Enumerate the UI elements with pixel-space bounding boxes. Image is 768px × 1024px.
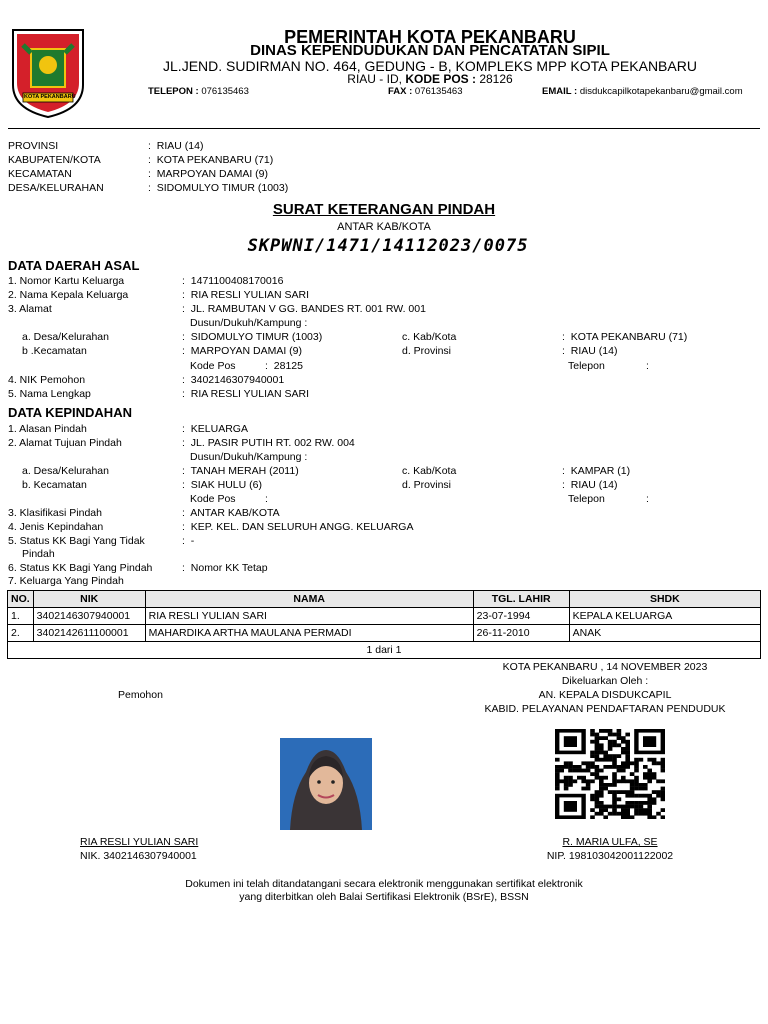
official-nip: NIP. 198103042001122002 bbox=[546, 850, 674, 862]
header-country: RIAU - ID, bbox=[347, 72, 406, 86]
header-agency: DINAS KEPENDUDUKAN DAN PENCATATAN SIPIL bbox=[250, 42, 610, 59]
asal-desa-text: SIDOMULYO TIMUR (1003) bbox=[190, 331, 323, 343]
cell-tgl-lahir: 23-07-1994 bbox=[473, 608, 569, 625]
region-label-kecamatan: KECAMATAN bbox=[8, 168, 72, 180]
fax-value: 076135463 bbox=[414, 86, 463, 97]
pindah-alasan-label: 1. Alasan Pindah bbox=[8, 423, 87, 435]
asal-kec-value: : MARPOYAN DAMAI (9) bbox=[182, 345, 302, 357]
asal-nama-text: RIA RESLI YULIAN SARI bbox=[190, 388, 310, 400]
document-subtitle: ANTAR KAB/KOTA bbox=[337, 221, 431, 233]
asal-nik-text: 3402146307940001 bbox=[190, 374, 285, 386]
region-value-desa: : SIDOMULYO TIMUR (1003) bbox=[148, 182, 289, 194]
fax-label: FAX : bbox=[388, 86, 415, 97]
asal-nokk-value: : 1471100408170016 bbox=[182, 275, 284, 287]
pindah-keluarga-label: 7. Keluarga Yang Pindah bbox=[8, 575, 124, 587]
asal-kab-text: KOTA PEKANBARU (71) bbox=[570, 331, 688, 343]
asal-telepon-label: Telepon bbox=[568, 360, 605, 372]
region-kecamatan-text: MARPOYAN DAMAI (9) bbox=[156, 168, 268, 180]
asal-kec-text: MARPOYAN DAMAI (9) bbox=[190, 345, 302, 357]
header-postcode bbox=[90, 72, 768, 86]
pindah-kab-text: KAMPAR (1) bbox=[570, 465, 631, 477]
table-pagination-row bbox=[8, 642, 761, 659]
pindah-status-tidak-text: - bbox=[190, 535, 195, 547]
pindah-klasifikasi-text: ANTAR KAB/KOTA bbox=[190, 507, 280, 519]
pindah-klasifikasi-value: : ANTAR KAB/KOTA bbox=[182, 507, 280, 519]
pindah-telepon-label: Telepon bbox=[568, 493, 605, 505]
asal-kec-label: b .Kecamatan bbox=[22, 345, 87, 357]
header-address: JL.JEND. SUDIRMAN NO. 464, GEDUNG - B, KOMPLEKS MPP KOTA PEKANBARU bbox=[163, 58, 697, 74]
pindah-prov-label: d. Provinsi bbox=[402, 479, 452, 491]
asal-telepon-colon: : bbox=[646, 360, 649, 372]
pindah-prov-text: RIAU (14) bbox=[570, 479, 618, 491]
applicant-photo bbox=[280, 738, 372, 830]
asal-alamat-label: 3. Alamat bbox=[8, 303, 52, 315]
qr-code bbox=[555, 729, 665, 819]
issuer-kabid: KABID. PELAYANAN PENDAFTARAN PENDUDUK bbox=[484, 703, 726, 715]
document-title: SURAT KETERANGAN PINDAH bbox=[272, 201, 496, 218]
pindah-kec-label: b. Kecamatan bbox=[22, 479, 87, 491]
asal-dusun-label: Dusun/Dukuh/Kampung : bbox=[190, 317, 308, 329]
footer-line-1: Dokumen ini telah ditandatangani secara elektronik menggunakan sertifikat elektronik bbox=[185, 878, 583, 890]
pindah-kab-value: : KAMPAR (1) bbox=[562, 465, 631, 477]
header-telepon bbox=[148, 86, 249, 97]
page-indicator: 1 dari 1 bbox=[8, 642, 761, 659]
asal-alamat-text: JL. RAMBUTAN V GG. BANDES RT. 001 RW. 001 bbox=[190, 303, 426, 315]
region-value-kecamatan: : MARPOYAN DAMAI (9) bbox=[148, 168, 268, 180]
issued-by: Dikeluarkan Oleh : bbox=[561, 675, 649, 687]
email-label: EMAIL : bbox=[542, 86, 580, 97]
telepon-label: TELEPON : bbox=[148, 86, 202, 97]
pindah-status-tidak-value: : - bbox=[182, 535, 195, 547]
cell-nik: 3402142611100001 bbox=[33, 625, 145, 642]
section-pindah-heading: DATA KEPINDAHAN bbox=[8, 405, 132, 420]
pindah-alamat-value: : JL. PASIR PUTIH RT. 002 RW. 004 bbox=[182, 437, 355, 449]
cell-tgl-lahir: 26-11-2010 bbox=[473, 625, 569, 642]
pindah-dusun-label: Dusun/Dukuh/Kampung : bbox=[190, 451, 308, 463]
asal-alamat-value: : JL. RAMBUTAN V GG. BANDES RT. 001 RW. 001 bbox=[182, 303, 426, 315]
pindah-jenis-label: 4. Jenis Kepindahan bbox=[8, 521, 104, 533]
col-header-shdk: SHDK bbox=[569, 591, 760, 608]
cell-no: 2. bbox=[8, 625, 34, 642]
header-email bbox=[542, 86, 743, 97]
city-logo bbox=[9, 27, 87, 119]
asal-desa-value: : SIDOMULYO TIMUR (1003) bbox=[182, 331, 323, 343]
region-kabkota-text: KOTA PEKANBARU (71) bbox=[156, 154, 274, 166]
table-row bbox=[8, 608, 761, 625]
table-header-row bbox=[8, 591, 761, 608]
asal-nama-value: : RIA RESLI YULIAN SARI bbox=[182, 388, 310, 400]
region-value-provinsi: : RIAU (14) bbox=[148, 140, 204, 152]
asal-nokk-label: 1. Nomor Kartu Keluarga bbox=[8, 275, 125, 287]
header-kodepos: 28126 bbox=[479, 72, 513, 86]
pemohon-name: RIA RESLI YULIAN SARI bbox=[80, 836, 199, 848]
col-header-no: NO. bbox=[8, 591, 34, 608]
pindah-status-pindah-text: Nomor KK Tetap bbox=[190, 562, 268, 574]
pindah-alasan-text: KELUARGA bbox=[190, 423, 248, 435]
document-number: SKPWNI/1471/14112023/0075 bbox=[247, 236, 529, 256]
cell-nik: 3402146307940001 bbox=[33, 608, 145, 625]
cell-no: 1. bbox=[8, 608, 34, 625]
pindah-kab-label: c. Kab/Kota bbox=[402, 465, 457, 477]
family-table bbox=[7, 590, 761, 659]
pindah-status-tidak-label: 5. Status KK Bagi Yang Tidak bbox=[8, 535, 145, 547]
pindah-kodepos-label: Kode Pos bbox=[190, 493, 236, 505]
header-kodepos-label: KODE POS : bbox=[405, 72, 480, 86]
pindah-status-tidak-label-2: Pindah bbox=[22, 548, 55, 560]
asal-prov-value: : RIAU (14) bbox=[562, 345, 618, 357]
logo-banner-text: KOTA PEKANBARU bbox=[24, 94, 76, 100]
pindah-prov-value: : RIAU (14) bbox=[562, 479, 618, 491]
issuer-an: AN. KEPALA DISDUKCAPIL bbox=[538, 689, 672, 701]
header-fax bbox=[388, 86, 462, 97]
asal-nama-label: 5. Nama Lengkap bbox=[8, 388, 91, 400]
pindah-jenis-value: : KEP. KEL. DAN SELURUH ANGG. KELUARGA bbox=[182, 521, 414, 533]
region-label-desa: DESA/KELURAHAN bbox=[8, 182, 104, 194]
pindah-desa-value: : TANAH MERAH (2011) bbox=[182, 465, 299, 477]
asal-kodepos-text: 28125 bbox=[273, 360, 303, 372]
header-divider bbox=[8, 128, 760, 129]
section-asal-heading: DATA DAERAH ASAL bbox=[8, 258, 140, 273]
asal-kepala-value: : RIA RESLI YULIAN SARI bbox=[182, 289, 310, 301]
pindah-desa-text: TANAH MERAH (2011) bbox=[190, 465, 299, 477]
pindah-kec-text: SIAK HULU (6) bbox=[190, 479, 262, 491]
region-desa-text: SIDOMULYO TIMUR (1003) bbox=[156, 182, 289, 194]
asal-nik-value: : 3402146307940001 bbox=[182, 374, 285, 386]
asal-nokk-text: 1471100408170016 bbox=[190, 275, 284, 287]
pindah-kodepos-colon: : bbox=[265, 493, 268, 505]
asal-kepala-text: RIA RESLI YULIAN SARI bbox=[190, 289, 310, 301]
cell-shdk: ANAK bbox=[569, 625, 760, 642]
pindah-jenis-text: KEP. KEL. DAN SELURUH ANGG. KELUARGA bbox=[190, 521, 414, 533]
pindah-status-pindah-value: : Nomor KK Tetap bbox=[182, 562, 268, 574]
official-name: R. MARIA ULFA, SE bbox=[562, 836, 658, 848]
telepon-value: 076135463 bbox=[201, 86, 249, 97]
asal-kodepos-value: : 28125 bbox=[265, 360, 303, 372]
asal-kodepos-label: Kode Pos bbox=[190, 360, 236, 372]
email-value: disdukcapilkotapekanbaru@gmail.com bbox=[579, 86, 743, 97]
pindah-alamat-text: JL. PASIR PUTIH RT. 002 RW. 004 bbox=[190, 437, 355, 449]
pemohon-label: Pemohon bbox=[118, 689, 163, 701]
cell-nama: MAHARDIKA ARTHA MAULANA PERMADI bbox=[145, 625, 473, 642]
col-header-nama: NAMA bbox=[145, 591, 473, 608]
pindah-alamat-label: 2. Alamat Tujuan Pindah bbox=[8, 437, 122, 449]
region-value-kabkota: : KOTA PEKANBARU (71) bbox=[148, 154, 274, 166]
region-provinsi-text: RIAU (14) bbox=[156, 140, 204, 152]
pemohon-nik: NIK. 3402146307940001 bbox=[80, 850, 197, 862]
asal-prov-label: d. Provinsi bbox=[402, 345, 452, 357]
pindah-telepon-colon: : bbox=[646, 493, 649, 505]
pindah-alasan-value: : KELUARGA bbox=[182, 423, 248, 435]
asal-prov-text: RIAU (14) bbox=[570, 345, 618, 357]
header-government: PEMERINTAH KOTA PEKANBARU bbox=[284, 27, 576, 47]
pindah-status-pindah-label: 6. Status KK Bagi Yang Pindah bbox=[8, 562, 153, 574]
asal-kepala-label: 2. Nama Kepala Keluarga bbox=[8, 289, 129, 301]
cell-nama: RIA RESLI YULIAN SARI bbox=[145, 608, 473, 625]
asal-nik-label: 4. NIK Pemohon bbox=[8, 374, 86, 386]
region-label-kabkota: KABUPATEN/KOTA bbox=[8, 154, 101, 166]
col-header-nik: NIK bbox=[33, 591, 145, 608]
asal-kab-label: c. Kab/Kota bbox=[402, 331, 457, 343]
place-date: KOTA PEKANBARU , 14 NOVEMBER 2023 bbox=[502, 661, 708, 673]
pindah-desa-label: a. Desa/Kelurahan bbox=[22, 465, 109, 477]
col-header-tgl-lahir: TGL. LAHIR bbox=[473, 591, 569, 608]
region-label-provinsi: PROVINSI bbox=[8, 140, 59, 152]
asal-kab-value: : KOTA PEKANBARU (71) bbox=[562, 331, 688, 343]
footer-line-2: yang diterbitkan oleh Balai Sertifikasi Elektronik (BSrE), BSSN bbox=[239, 891, 529, 903]
pindah-klasifikasi-label: 3. Klasifikasi Pindah bbox=[8, 507, 102, 519]
table-row bbox=[8, 625, 761, 642]
asal-desa-label: a. Desa/Kelurahan bbox=[22, 331, 109, 343]
pindah-kec-value: : SIAK HULU (6) bbox=[182, 479, 262, 491]
cell-shdk: KEPALA KELUARGA bbox=[569, 608, 760, 625]
